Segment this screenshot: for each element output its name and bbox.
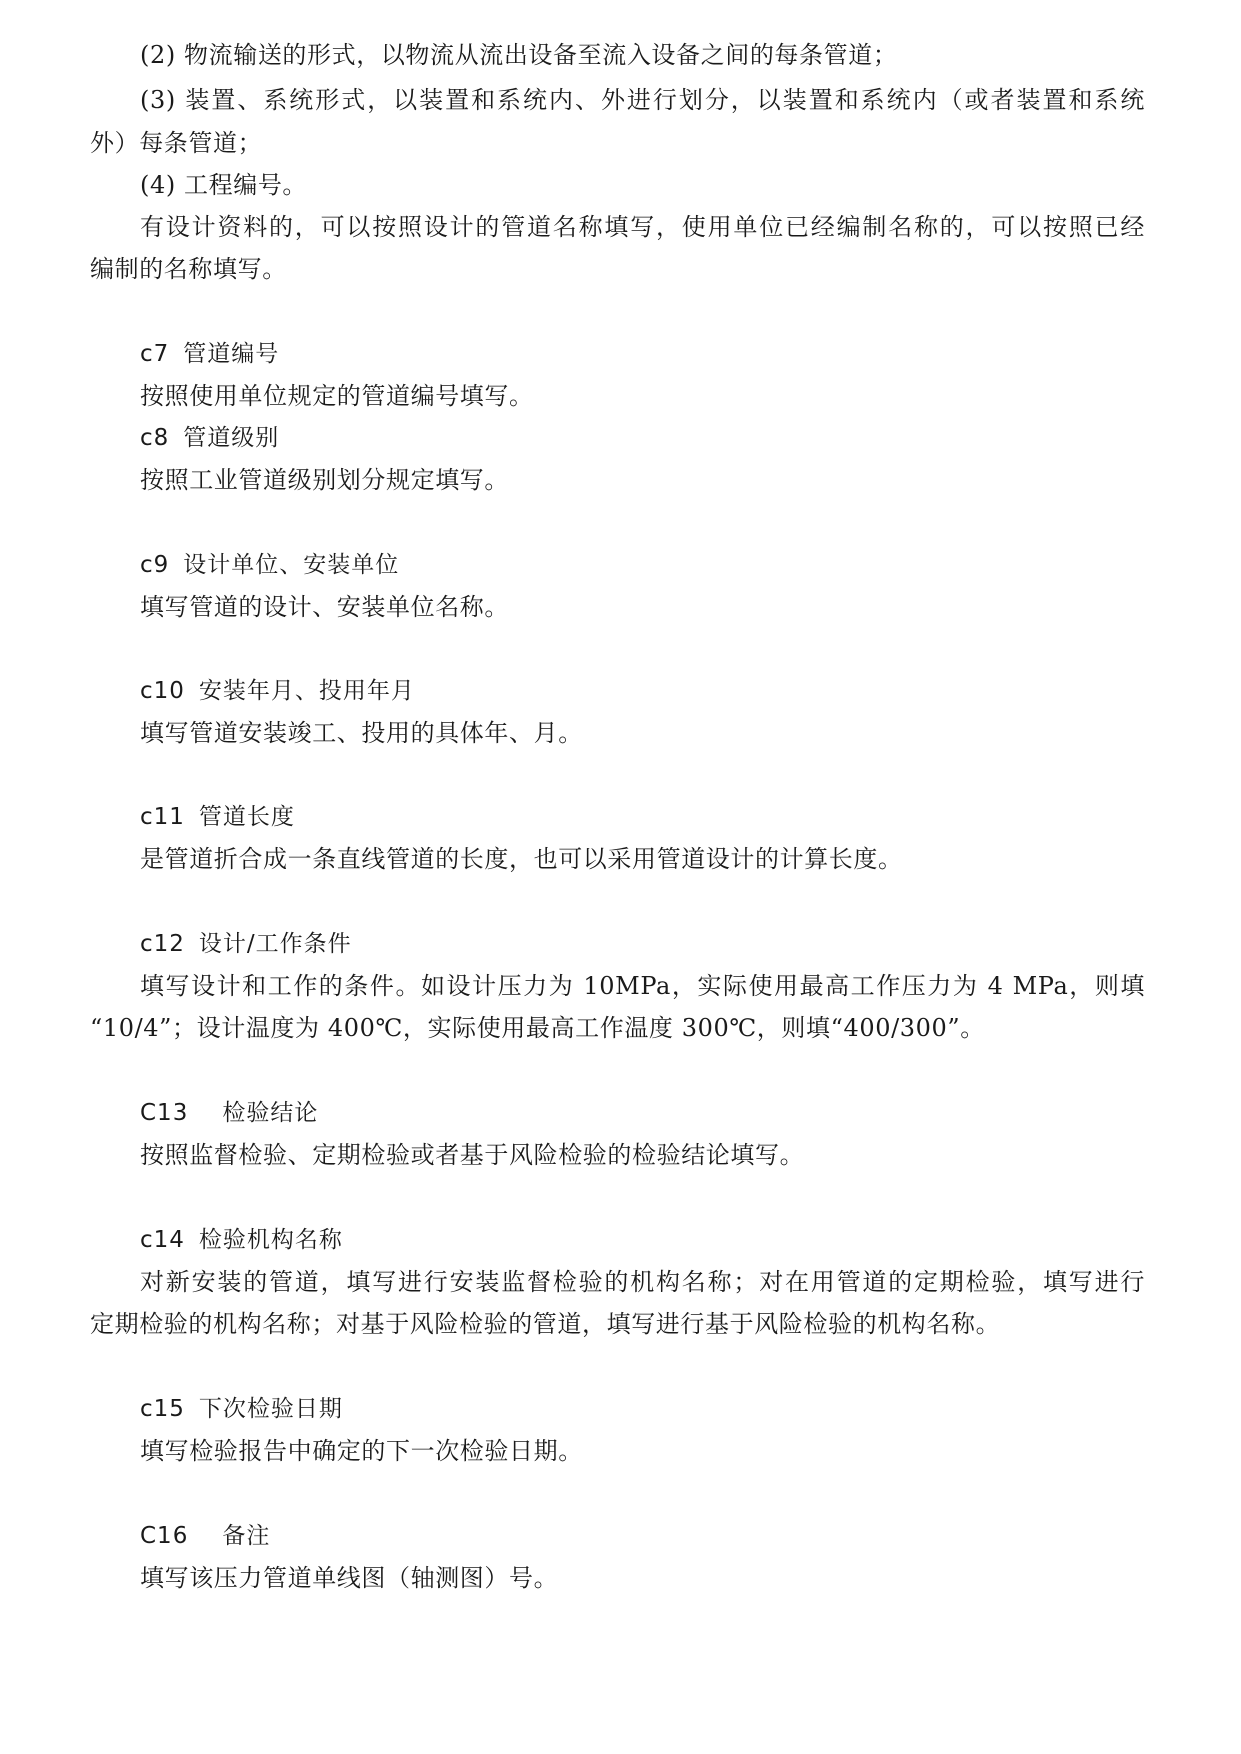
section-text: 按照工业管道级别划分规定填写。 xyxy=(140,466,509,494)
section-text-line-2: “10/4”；设计温度为 400℃，实际使用最高工作温度 300℃，则填“400/300”。 xyxy=(90,1014,985,1042)
list-item-3-line-1: (3) 装置、系统形式，以装置和系统内、外进行划分，以装置和系统内（或者装置和系统 xyxy=(140,86,1145,114)
section-title: 设计单位、安装单位 xyxy=(183,552,400,578)
section-code: c7 xyxy=(140,341,170,367)
section-title: 管道级别 xyxy=(183,425,280,451)
list-item-3-line-2: 外）每条管道； xyxy=(90,129,263,157)
section-heading-c13 xyxy=(140,1096,318,1130)
section-text: 填写检验报告中确定的下一次检验日期。 xyxy=(140,1437,583,1465)
section-title: 检验机构名称 xyxy=(198,1227,343,1253)
section-title: 下次检验日期 xyxy=(198,1396,343,1422)
section-heading-c9 xyxy=(140,548,399,582)
section-code: c10 xyxy=(140,678,185,704)
section-text: 填写该压力管道单线图（轴测图）号。 xyxy=(140,1564,559,1592)
section-title: 管道长度 xyxy=(198,804,295,830)
section-heading-c15 xyxy=(140,1392,343,1426)
section-code: c14 xyxy=(140,1227,185,1253)
section-text: 按照使用单位规定的管道编号填写。 xyxy=(140,382,534,410)
paragraph-line-1: 有设计资料的，可以按照设计的管道名称填写，使用单位已经编制名称的，可以按照已经 xyxy=(140,213,1145,241)
section-heading-c8 xyxy=(140,421,279,455)
section-text: 按照监督检验、定期检验或者基于风险检验的检验结论填写。 xyxy=(140,1141,805,1169)
list-item-2: (2) 物流输送的形式，以物流从流出设备至流入设备之间的每条管道； xyxy=(140,41,898,69)
section-code: c8 xyxy=(140,425,170,451)
section-heading-c7 xyxy=(140,337,279,371)
section-heading-c12 xyxy=(140,927,352,961)
section-title: 设计/工作条件 xyxy=(198,931,352,957)
section-text: 填写管道的设计、安装单位名称。 xyxy=(140,593,509,621)
section-code: C13 xyxy=(140,1100,189,1126)
section-text-line-1: 对新安装的管道，填写进行安装监督检验的机构名称；对在用管道的定期检验，填写进行 xyxy=(140,1268,1145,1296)
section-code: c11 xyxy=(140,804,185,830)
section-text: 是管道折合成一条直线管道的长度，也可以采用管道设计的计算长度。 xyxy=(140,845,903,873)
section-title: 检验结论 xyxy=(222,1100,319,1126)
section-code: c15 xyxy=(140,1396,185,1422)
section-code: c9 xyxy=(140,552,170,578)
section-title: 备注 xyxy=(222,1523,271,1549)
section-text: 填写管道安装竣工、投用的具体年、月。 xyxy=(140,719,583,747)
section-title: 管道编号 xyxy=(183,341,280,367)
section-heading-c11 xyxy=(140,800,295,834)
section-text-line-2: 定期检验的机构名称；对基于风险检验的管道，填写进行基于风险检验的机构名称。 xyxy=(90,1310,1001,1338)
section-heading-c14 xyxy=(140,1223,343,1257)
paragraph-line-2: 编制的名称填写。 xyxy=(90,255,287,283)
section-heading-c10 xyxy=(140,674,415,708)
section-heading-c16 xyxy=(140,1519,270,1553)
list-item-4: (4) 工程编号。 xyxy=(140,171,308,199)
section-code: C16 xyxy=(140,1523,189,1549)
section-code: c12 xyxy=(140,931,185,957)
section-title: 安装年月、投用年月 xyxy=(198,678,415,704)
section-text-line-1: 填写设计和工作的条件。如设计压力为 10MPa，实际使用最高工作压力为 4 MPa，则填 xyxy=(140,972,1145,1000)
